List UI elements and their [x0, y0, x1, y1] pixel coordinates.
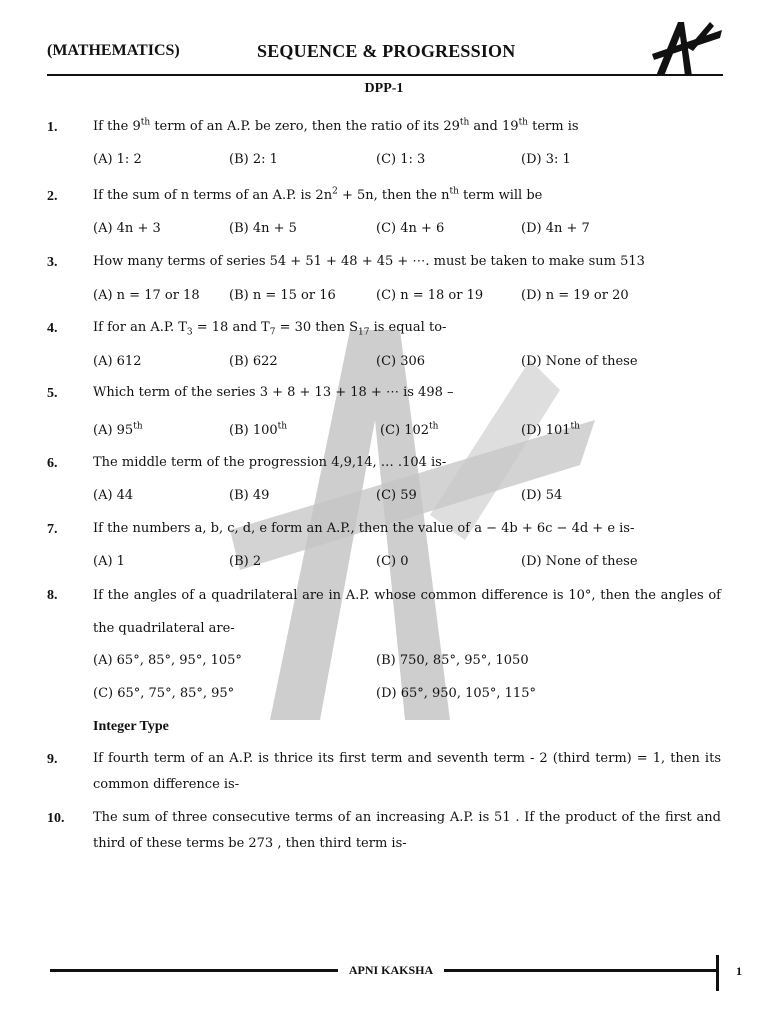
option-c: (C) 65°, 75°, 85°, 95° — [93, 686, 235, 701]
question-text: If the numbers a, b, c, d, e form an A.P., then the value of a − 4b + 6c − 4d + e is- — [93, 521, 635, 536]
question-text: If the sum of n terms of an A.P. is $2n^2 + 5n$, then the $n^{th}$ term will be — [93, 186, 543, 203]
question-number: 1. — [47, 120, 58, 135]
option-c: (C) n = 18 or 19 — [376, 288, 484, 303]
option-d: (D) 65°, 950, 105°, 115° — [376, 686, 536, 701]
option-c: (C) 0 — [376, 554, 409, 569]
question-number: 3. — [47, 255, 58, 270]
option-b: (B) 2: 1 — [229, 152, 278, 167]
option-a: (A) 1: 2 — [93, 152, 142, 167]
question-text: Which term of the series 3 + 8 + 13 + 18 + ⋯ is 498 – — [93, 385, 454, 400]
option-d: (D) 54 — [521, 488, 563, 503]
question-text: How many terms of series 54 + 51 + 48 + 45 + ⋯. must be taken to make sum 513 — [93, 254, 645, 269]
option-a: (A) 44 — [93, 488, 134, 503]
dpp-label: DPP-1 — [364, 81, 404, 96]
option-a: (A) n = 17 or 18 — [93, 288, 200, 303]
section-integer-type: Integer Type — [93, 719, 169, 734]
option-c: (C) 102th — [380, 421, 439, 438]
brand-logo-icon — [648, 18, 724, 76]
option-b: (B) 2 — [229, 554, 262, 569]
question-text: The sum of three consecutive terms of an increasing A.P. is 51 . If the product of the first and third of these terms be 273 , then third term is- — [93, 810, 721, 851]
option-d: (D) 101th — [521, 421, 580, 438]
question-text: The middle term of the progression 4,9,14, … .104 is- — [93, 455, 447, 470]
option-b: (B) 750, 85°, 95°, 1050 — [376, 653, 529, 668]
option-b: (B) 49 — [229, 488, 270, 503]
question-number: 8. — [47, 588, 58, 603]
option-a: (A) 95th — [93, 421, 143, 438]
question-number: 5. — [47, 386, 58, 401]
question-number: 10. — [47, 811, 65, 826]
option-b: (B) 100th — [229, 421, 288, 438]
option-b: (B) 4n + 5 — [229, 221, 297, 236]
question-text: If for an A.P. $T_3 = 18$ and $T_7 = 30$ then $S_{17}$ is equal to- — [93, 320, 447, 338]
option-d: (D) 4n + 7 — [521, 221, 590, 236]
question-number: 4. — [47, 321, 58, 336]
question-number: 7. — [47, 522, 58, 537]
option-b: (B) n = 15 or 16 — [229, 288, 336, 303]
option-d: (D) None of these — [521, 554, 638, 569]
option-a: (A) 65°, 85°, 95°, 105° — [93, 653, 242, 668]
footer-brand: APNI KAKSHA — [348, 963, 434, 977]
option-d: (D) 3: 1 — [521, 152, 571, 167]
option-a: (A) 4n + 3 — [93, 221, 161, 236]
question-number: 9. — [47, 752, 58, 767]
option-c: (C) 59 — [376, 488, 417, 503]
question-text: If the 9th term of an A.P. be zero, then the ratio of its 29th and 19th term is — [93, 117, 579, 134]
header-rule — [47, 74, 723, 76]
question-number: 2. — [47, 189, 58, 204]
option-d: (D) None of these — [521, 354, 638, 369]
question-text: If the angles of a quadrilateral are in A.P. whose common difference is 10°, then the angles of the quadrilateral are- — [93, 588, 721, 636]
option-c: (C) 4n + 6 — [376, 221, 445, 236]
option-c: (C) 1: 3 — [376, 152, 426, 167]
subject-heading: (MATHEMATICS) — [47, 42, 180, 59]
footer-rule-left — [50, 969, 338, 972]
footer-divider — [716, 955, 719, 991]
page-title: SEQUENCE & PROGRESSION — [257, 41, 516, 61]
option-c: (C) 306 — [376, 354, 426, 369]
option-a: (A) 1 — [93, 554, 125, 569]
option-b: (B) 622 — [229, 354, 278, 369]
footer-rule-right — [444, 969, 718, 972]
question-number: 6. — [47, 456, 58, 471]
option-d: (D) n = 19 or 20 — [521, 288, 629, 303]
question-text: If fourth term of an A.P. is thrice its first term and seventh term - 2 (third term) = 1, then its common difference is- — [93, 751, 721, 792]
option-a: (A) 612 — [93, 354, 142, 369]
page-number: 1 — [736, 964, 742, 978]
